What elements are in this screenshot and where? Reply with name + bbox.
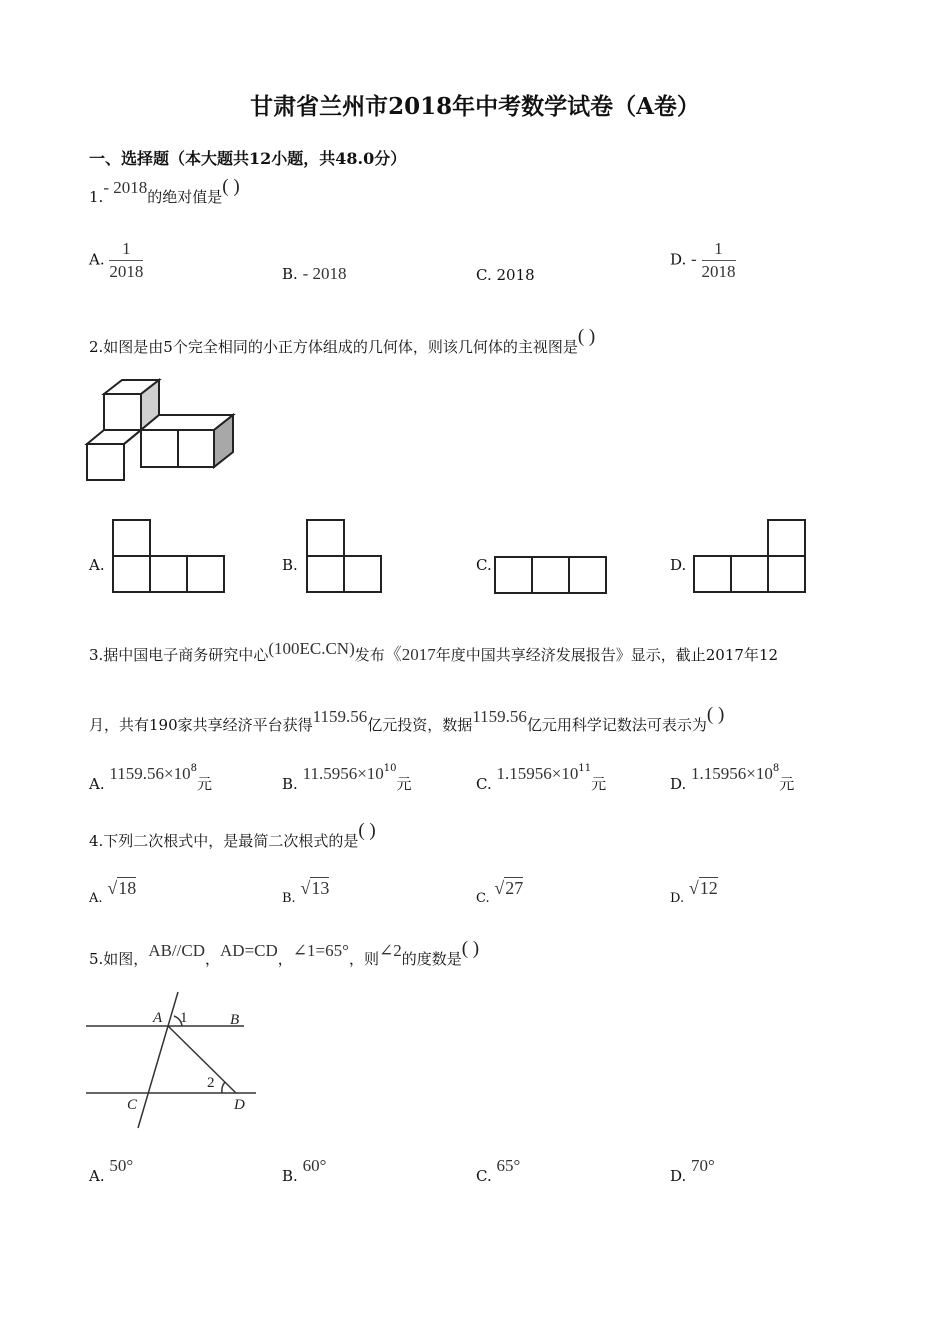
unit: 元 (196, 775, 212, 793)
q5-condition-angle: ∠1=65° (292, 941, 349, 960)
question-3-line-1 (89, 640, 778, 665)
q3-option-b (282, 763, 412, 793)
q4-option-c (476, 878, 524, 906)
sqrt-expression: √18 (107, 878, 137, 898)
unit: 元 (591, 775, 607, 793)
q1-answer-blank: ( ) (222, 176, 240, 197)
q5-option-c (476, 1156, 521, 1185)
times-ten: ×10 (357, 764, 384, 783)
exponent: 10 (383, 763, 397, 774)
option-label: D. (670, 1167, 687, 1185)
q4-option-a (89, 878, 137, 906)
cube-figure (80, 374, 240, 486)
option-mantissa: 11.5956 (302, 764, 358, 783)
q5-text: ， (205, 950, 221, 968)
q5-text: ，则 (348, 950, 379, 968)
fraction: $\frac{1}{2018}$ (109, 239, 144, 281)
exponent: 8 (190, 763, 197, 774)
option-label: D. (670, 250, 687, 269)
section-heading: 一、选择题（本大题共12小题，共48.0分） (89, 149, 407, 168)
option-label: A. (89, 250, 105, 269)
q2-option-a-label: A. (89, 556, 105, 574)
q1-number: 1. (89, 188, 104, 206)
q2-answer-blank: ( ) (577, 326, 596, 347)
unit: 元 (779, 775, 795, 793)
q4-option-d (670, 878, 718, 906)
q5-text: 的度数是 (401, 950, 462, 968)
question-2 (89, 326, 596, 358)
times-ten: ×10 (746, 764, 773, 783)
option-label: D. (670, 891, 685, 906)
question-3-line-2 (89, 704, 725, 736)
q3-text: 发布 (354, 646, 385, 664)
q5-option-b (282, 1156, 327, 1185)
q2-option-a-figure (112, 519, 226, 593)
angle-1-label: 1 (180, 1010, 188, 1026)
q3-text: 亿元投资，数据 (367, 716, 473, 734)
question-5 (89, 938, 480, 970)
q4-text: 4.下列二次根式中，是最简二次根式的是 (89, 832, 359, 850)
option-label: C. (476, 891, 490, 906)
option-label: C. (476, 775, 492, 793)
q5-text: ， (277, 950, 293, 968)
option-mantissa: 1.15956 (691, 764, 747, 783)
point-d-label: D (234, 1097, 245, 1113)
sqrt-expression: √27 (494, 878, 524, 898)
q1-text: 的绝对值是 (147, 188, 223, 206)
q1-option-b (282, 264, 347, 284)
exponent: 8 (772, 763, 780, 774)
times-ten: ×10 (164, 764, 191, 783)
q3-org: (100EC.CN) (268, 639, 355, 658)
q5-angle-2: ∠2 (378, 941, 402, 960)
q3-text: 3.据中国电子商务研究中心 (89, 646, 269, 664)
option-sign: - (691, 249, 697, 269)
q3-text: 亿元用科学记数法可表示为 (526, 716, 707, 734)
option-label: B. (282, 265, 298, 283)
option-value: 60° (302, 1156, 327, 1175)
option-label: B. (282, 1167, 298, 1185)
fraction: $\frac{1}{2018}$ (701, 239, 736, 281)
option-value: 70° (691, 1156, 715, 1175)
option-label: C. (476, 1167, 492, 1185)
option-label: B. (282, 891, 296, 906)
unit: 元 (396, 775, 412, 793)
option-value: 50° (109, 1156, 134, 1175)
q3-amount: 1159.56 (472, 707, 527, 726)
page-title: 甘肃省兰州市2018年中考数学试卷（A卷） (250, 93, 700, 120)
option-label: B. (282, 775, 298, 793)
question-1 (89, 176, 240, 208)
q2-option-d-figure (693, 519, 807, 593)
exponent: 11 (578, 763, 592, 774)
q2-option-d-label: D. (670, 556, 687, 574)
q2-option-b-figure (306, 519, 384, 593)
option-label: A. (89, 775, 105, 793)
q1-option-c (476, 266, 535, 284)
q3-option-c (476, 763, 607, 793)
q5-condition-parallel: AB//CD (148, 941, 205, 960)
q3-report: 《2017 (384, 645, 436, 664)
q5-text: 5.如图， (89, 950, 149, 968)
parallel-lines-figure (84, 990, 264, 1132)
option-value: - 2018 (302, 264, 347, 283)
q1-option-d (670, 238, 736, 283)
q2-option-c-figure (494, 556, 608, 594)
q2-text: 2.如图是由5个完全相同的小正方体组成的几何体，则该几何体的主视图是 (89, 338, 578, 356)
sqrt-expression: √13 (300, 878, 330, 898)
angle-2-label: 2 (207, 1075, 215, 1091)
q2-option-c-label: C. (476, 556, 492, 574)
option-mantissa: 1.15956 (496, 764, 552, 783)
q5-option-a (89, 1156, 134, 1185)
option-label: A. (89, 1167, 105, 1185)
q3-text: 月，共有190家共享经济平台获得 (89, 716, 313, 734)
q1-expression: - 2018 (103, 178, 148, 197)
q2-option-b-label: B. (282, 556, 298, 574)
option-value: 2018 (496, 266, 535, 284)
q3-answer-blank: ( ) (706, 704, 725, 725)
sqrt-expression: √12 (688, 878, 718, 898)
option-mantissa: 1159.56 (109, 764, 165, 783)
q3-text: 年度中国共享经济发展报告》显示，截止2017年12 (435, 646, 779, 664)
point-a-label: A (153, 1010, 163, 1026)
point-b-label: B (230, 1012, 240, 1028)
q3-option-a (89, 763, 212, 793)
q5-condition-equal: AD=CD (220, 941, 278, 960)
q5-option-d (670, 1156, 715, 1185)
point-c-label: C (127, 1097, 138, 1113)
q4-answer-blank: ( ) (358, 820, 376, 841)
question-4 (89, 820, 376, 852)
q3-amount: 1159.56 (312, 707, 368, 726)
q3-option-d (670, 763, 795, 793)
q1-option-a (89, 238, 143, 283)
q5-answer-blank: ( ) (461, 938, 480, 959)
q4-option-b (282, 878, 330, 906)
option-label: C. (476, 266, 492, 284)
option-value: 65° (496, 1156, 521, 1175)
option-label: A. (89, 891, 103, 906)
times-ten: ×10 (551, 764, 579, 783)
option-label: D. (670, 775, 687, 793)
